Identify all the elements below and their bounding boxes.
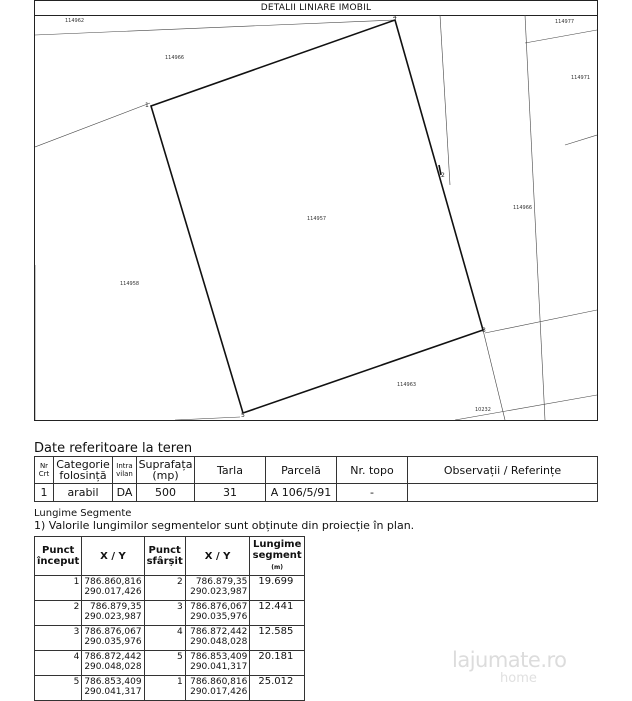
header-intravilan: Intra vilan [113,457,137,484]
cell-punct-inceput: 3 [35,626,82,651]
parcel-label: 114966 [513,205,533,211]
table-row [35,626,305,651]
parcel-plan [35,15,597,420]
parcel-label-main: 114957 [307,216,327,222]
cell-punct-inceput: 4 [35,651,82,676]
cell-xy-start [82,651,144,676]
cell-punct-inceput: 2 [35,601,82,626]
header-punct-sfarsit: Punct sfârșit [144,537,185,576]
header-lungime-unit: (m) [271,564,284,571]
coord-y: 290.035,976 [190,612,248,622]
boundary-line [525,30,597,43]
cell-xy-end [185,601,250,626]
coord-x: 786.879,35 [195,577,248,587]
boundary-line [565,135,597,145]
cell-punct-inceput: 1 [35,576,82,601]
cell-lungime: 19.699 [250,576,305,601]
coord-y: 290.035,976 [84,637,142,647]
parcel-label: 114971 [571,75,591,81]
coord-x: 786.872,442 [190,627,248,637]
header-tarla: Tarla [195,457,266,484]
boundary-line [525,15,545,420]
cell-xy-start [82,626,144,651]
cell-nr-crt: 1 [35,484,54,502]
coord-y: 290.048,028 [84,662,142,672]
header-nr-topo: Nr. topo [337,457,408,484]
map-title: DETALII LINIARE IMOBIL [35,1,597,16]
cell-observatii [408,484,598,502]
table-row [35,651,305,676]
cell-punct-sfarsit: 3 [144,601,185,626]
table-row [35,676,305,701]
cell-xy-end [185,676,250,701]
vertex-label: 1 [145,102,149,109]
coord-x: 786.860,816 [190,677,248,687]
cell-punct-inceput: 5 [35,676,82,701]
header-parcela: Parcelă [266,457,337,484]
cell-xy-end [185,651,250,676]
coord-y: 290.023,987 [190,587,248,597]
header-lungime-label: Lungime segment [252,539,302,561]
land-table [34,456,598,502]
coord-x: 786.879,35 [90,602,142,612]
header-categorie: Categorie folosință [54,457,113,484]
land-section-title: Date referitoare la teren [34,441,193,456]
header-observatii: Observații / Referințe [408,457,598,484]
vertex-label: 2 [441,172,445,179]
vertex-label: 3 [482,327,486,334]
segments-table [34,536,305,701]
segments-title: Lungime Segmente [34,508,132,519]
vertex-label: 4 [393,15,397,21]
parcel-label: 114966 [165,55,185,61]
table-row [35,576,305,601]
cell-xy-start [82,576,144,601]
parcel-label: 114962 [65,18,85,24]
segments-note: 1) Valorile lungimilor segmentelor sunt obținute din proiecție în plan. [34,519,415,532]
cell-lungime: 25.012 [250,676,305,701]
coord-x: 786.872,442 [84,652,142,662]
coord-y: 290.017,426 [84,587,142,597]
cell-suprafata: 500 [137,484,195,502]
parcel-label: 10232 [475,407,491,413]
header-xy-end: X / Y [185,537,250,576]
header-suprafata: Suprafața (mp) [137,457,195,484]
parcel-label: 114963 [397,382,417,388]
boundary-line [175,417,240,420]
coord-x: 786.876,067 [190,602,248,612]
cell-parcela: A 106/5/91 [266,484,337,502]
cell-lungime: 20.181 [250,651,305,676]
cell-nr-topo: - [337,484,408,502]
cell-punct-sfarsit: 2 [144,576,185,601]
watermark-sub: home [500,671,537,686]
coord-x: 786.860,816 [84,577,142,587]
parcel-label: 114958 [120,281,140,287]
header-xy-start: X / Y [82,537,144,576]
watermark-logo: lajumate.ro [452,648,567,672]
boundary-line [440,15,450,185]
table-row [35,484,598,502]
cell-punct-sfarsit: 5 [144,651,185,676]
cell-lungime: 12.585 [250,626,305,651]
cell-xy-start [82,601,144,626]
map-frame [34,0,598,421]
header-punct-inceput: Punct început [35,537,82,576]
table-row [35,601,305,626]
header-nr-crt: Nr Crt [35,457,54,484]
coord-y: 290.048,028 [190,637,248,647]
cell-intravilan: DA [113,484,137,502]
segments-header [35,537,305,576]
coord-y: 290.041,317 [190,662,248,672]
cell-xy-start [82,676,144,701]
header-lungime [250,537,305,576]
cell-punct-sfarsit: 1 [144,676,185,701]
land-table-header [35,457,598,484]
coord-y: 290.041,317 [84,687,142,697]
cell-lungime: 12.441 [250,601,305,626]
coord-y: 290.017,426 [190,687,248,697]
coord-x: 786.853,409 [190,652,248,662]
parcel-label: 114977 [555,19,575,25]
coord-x: 786.853,409 [84,677,142,687]
boundary-line [485,310,597,333]
vertex-label: 5 [241,412,245,419]
cell-xy-end [185,576,250,601]
boundary-line [35,20,395,35]
cell-xy-end [185,626,250,651]
coord-y: 290.023,987 [84,612,142,622]
boundary-line [35,103,150,147]
cell-categorie: arabil [54,484,113,502]
cell-punct-sfarsit: 4 [144,626,185,651]
cell-tarla: 31 [195,484,266,502]
coord-x: 786.876,067 [84,627,142,637]
